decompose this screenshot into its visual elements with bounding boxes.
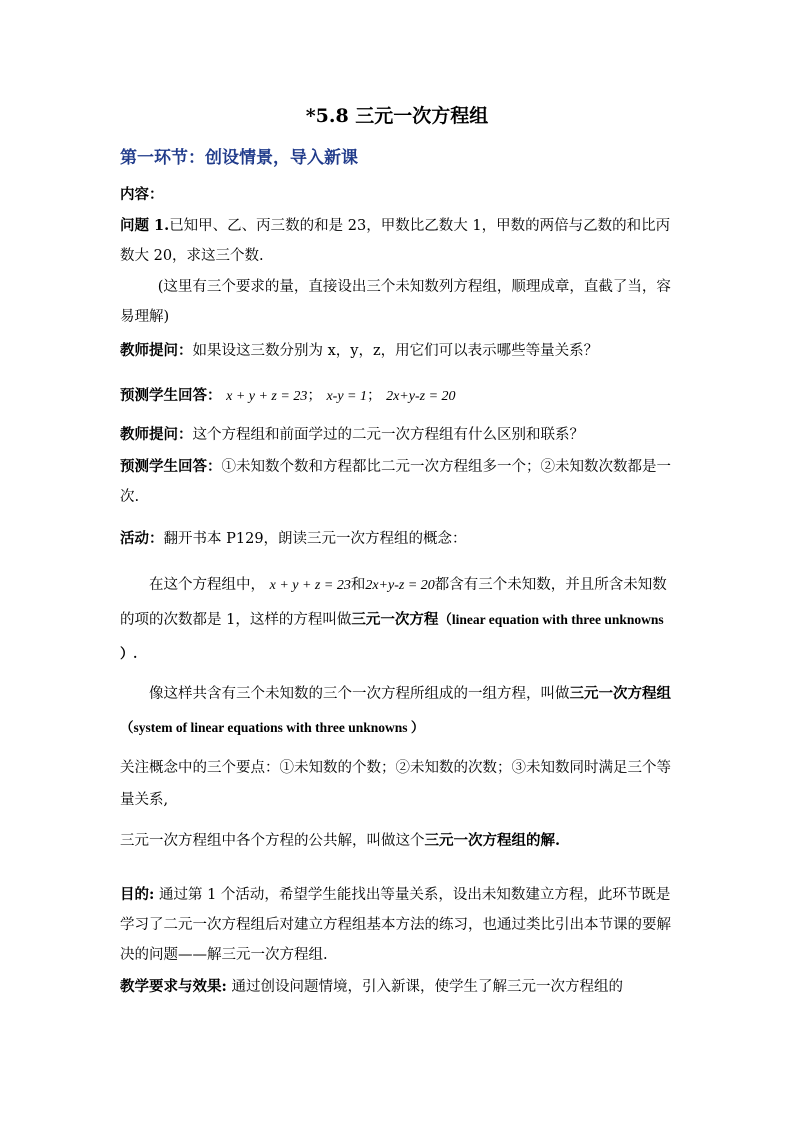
purpose (120, 880, 676, 970)
term-three-variable-system: 三元一次方程组 (569, 685, 671, 702)
student-answer-1 (120, 381, 676, 412)
student-answer-2-label: 预测学生回答： (120, 458, 222, 475)
requirement-label: 教学要求与效果: (120, 978, 227, 995)
activity (120, 524, 676, 554)
problem-1-label: 问题 1. (120, 217, 170, 234)
student-answer-2 (120, 452, 676, 512)
teacher-question-1 (120, 336, 676, 366)
definition-text: 像这样共含有三个未知数的三个一次方程所组成的一组方程，叫做 (149, 686, 570, 702)
definition-text: 都含有三个未知数，并且所含未知数的项的次数都是 1，这样的方程叫做 (120, 577, 667, 628)
requirement-text: 通过创设问题情境，引入新课，使学生了解三元一次方程组的 (226, 979, 623, 995)
teacher-question-1-text: 如果设这三数分别为 x，y，z，用它们可以表示哪些等量关系？ (192, 343, 599, 359)
key-points: 关注概念中的三个要点：①未知数的个数；②未知数的次数；③未知数同时满足三个等量关系, (120, 760, 671, 808)
teacher-question-2-label: 教师提问： (120, 426, 193, 443)
definition-system (120, 677, 676, 745)
definition-equation (120, 568, 676, 671)
equation-2: x-y = 1 (326, 389, 367, 404)
activity-label: 活动： (120, 530, 164, 547)
definition-equation-1: x + y + z = 23 (269, 578, 351, 593)
student-answer-2-text: ①未知数个数和方程都比二元一次方程组多一个；②未知数次数都是一次. (120, 459, 671, 505)
equation-3: 2x+y-z = 20 (386, 389, 456, 404)
teaching-requirement (120, 972, 676, 1002)
separator: ； (366, 388, 382, 404)
page-title: *5.8 三元一次方程组 (305, 105, 489, 127)
teacher-question-2-text: 这个方程组和前面学过的二元一次方程组有什么区别和联系？ (192, 427, 584, 443)
english-term: （system of linear equations with three unknowns ） (120, 720, 425, 735)
solution-definition (120, 826, 676, 856)
equation-1: x + y + z = 23 (226, 389, 308, 404)
purpose-text: 通过第 1 个活动，希望学生能找出等量关系，设出未知数建立方程，此环节既是学习了二元一次方程组后对建立方程组基本方法的练习，也通过类比引出本节课的要解决的问题——解三元一次方程组. (120, 887, 671, 963)
teacher-question-2 (120, 420, 676, 450)
activity-text: 翻开书本 P129，朗读三元一次方程组的概念： (163, 531, 467, 547)
definition-text: 在这个方程组中， (149, 577, 265, 593)
purpose-label: 目的: (120, 886, 155, 903)
definition-text: 三元一次方程组中各个方程的公共解，叫做这个 (120, 833, 425, 849)
teacher-question-1-label: 教师提问： (120, 342, 193, 359)
separator: ； (307, 388, 322, 404)
term-system-solution: 三元一次方程组的解. (424, 832, 561, 849)
term-three-variable-equation: 三元一次方程 (351, 611, 439, 628)
definition-equation-2: 2x+y-z = 20 (365, 578, 435, 593)
definition-text: 和 (350, 577, 366, 593)
content-label: 内容： (120, 186, 164, 203)
problem-1-text: 已知甲、乙、丙三数的和是 23，甲数比乙数大 1，甲数的两倍与乙数的和比丙数大 20，求这三个数. (120, 218, 671, 264)
problem-1 (120, 211, 676, 271)
section-heading: 第一环节：创设情景，导入新课 (120, 148, 358, 168)
student-answer-1-label: 预测学生回答： (120, 387, 222, 404)
english-term: （linear equation with three unknowns ）. (120, 612, 664, 661)
note-paragraph: (这里有三个要求的量，直接设出三个未知数列方程组，顺理成章，直截了当，容易理解) (120, 279, 671, 325)
